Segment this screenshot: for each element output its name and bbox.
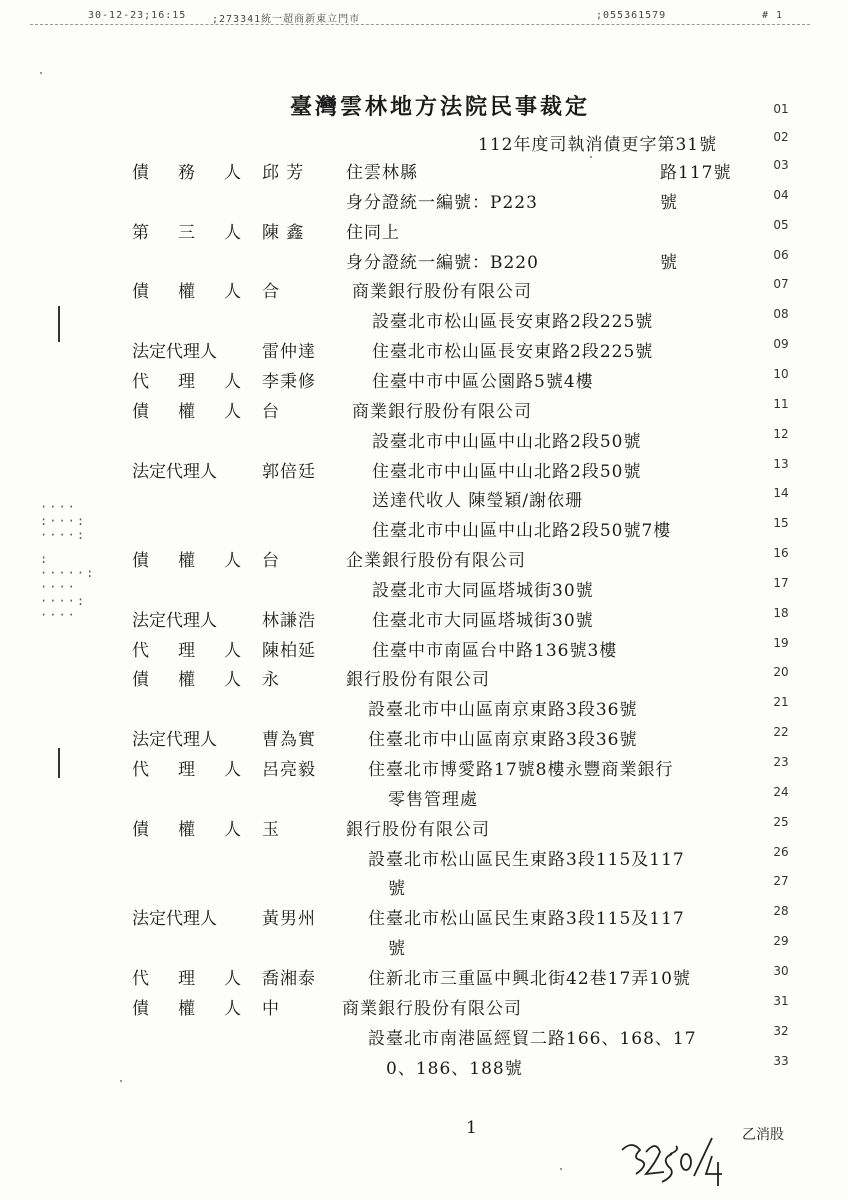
line-number: 24 bbox=[773, 784, 789, 799]
role-char: 理 bbox=[178, 371, 196, 392]
line-27 bbox=[0, 874, 848, 904]
line-14 bbox=[0, 486, 848, 516]
role-char: 債 bbox=[132, 819, 150, 840]
role-char: 人 bbox=[224, 401, 242, 422]
line-number: 17 bbox=[773, 575, 789, 590]
line-26 bbox=[0, 845, 848, 875]
line-03 bbox=[0, 158, 848, 188]
party-name: 永 bbox=[262, 670, 280, 691]
line-text: 號 bbox=[388, 879, 406, 900]
party-name: 陳柏延 bbox=[262, 640, 316, 661]
party-name: 雷仲達 bbox=[262, 342, 316, 363]
line-text: 銀行股份有限公司 bbox=[346, 819, 490, 840]
line-text-suffix: 號 bbox=[660, 252, 678, 273]
line-10 bbox=[0, 367, 848, 397]
line-text: 銀行股份有限公司 bbox=[346, 670, 490, 691]
line-number: 31 bbox=[773, 993, 789, 1008]
role-char: 理 bbox=[178, 968, 196, 989]
line-text: 設臺北市松山區民生東路3段115及117 bbox=[368, 849, 685, 870]
role-char: 權 bbox=[178, 670, 196, 691]
role-char: 人 bbox=[224, 760, 242, 780]
role-char: 理 bbox=[178, 640, 196, 661]
role-text: 法定代理人 bbox=[132, 909, 217, 930]
line-text: 送達代收人 陳瑩穎/謝依珊 bbox=[372, 491, 584, 512]
role-char: 債 bbox=[132, 670, 150, 691]
scan-dots: ···· :···: ····: bbox=[40, 500, 87, 542]
line-number: 22 bbox=[773, 725, 789, 740]
party-name: 喬湘泰 bbox=[262, 968, 316, 989]
line-04 bbox=[0, 188, 848, 218]
line-number: 28 bbox=[773, 904, 789, 919]
role-char: 債 bbox=[132, 998, 150, 1019]
party-name: 黃男州 bbox=[262, 909, 316, 930]
party-name: 中 bbox=[262, 998, 280, 1019]
line-number: 11 bbox=[773, 396, 789, 411]
fax-sender: ;273341統一超商新東立門市 bbox=[212, 14, 361, 25]
party-name: 台 bbox=[262, 401, 280, 422]
role-char: 人 bbox=[224, 998, 242, 1019]
line-text: 零售管理處 bbox=[388, 789, 478, 810]
role-char: 務 bbox=[178, 163, 196, 183]
line-number: 30 bbox=[773, 963, 789, 978]
line-text: 住臺北市中山區南京東路3段36號 bbox=[368, 730, 638, 751]
party-name: 林謙浩 bbox=[262, 610, 316, 631]
line-30 bbox=[0, 964, 848, 994]
role-text: 法定代理人 bbox=[132, 342, 217, 363]
line-text: 住臺北市松山區長安東路2段225號 bbox=[372, 342, 654, 363]
role-char: 債 bbox=[132, 401, 150, 422]
line-text: 住臺中市南區台中路136號3樓 bbox=[372, 640, 618, 661]
line-text: 住臺北市中山區中山北路2段50號7樓 bbox=[372, 521, 672, 542]
role-char: 人 bbox=[224, 551, 242, 572]
role-char: 權 bbox=[178, 282, 196, 303]
line-13 bbox=[0, 457, 848, 487]
fax-number: ;055361579 bbox=[596, 10, 667, 21]
line-20 bbox=[0, 665, 848, 695]
role-char: 債 bbox=[132, 163, 150, 183]
line-text: 住臺中市中區公園路5號4樓 bbox=[372, 371, 594, 392]
line-text: 設臺北市松山區長安東路2段225號 bbox=[372, 312, 654, 333]
role-char: 人 bbox=[224, 163, 242, 183]
line-number: 26 bbox=[773, 844, 789, 859]
line-number: 01 bbox=[773, 102, 789, 116]
party-name: 邱 芳 bbox=[262, 163, 305, 183]
line-number: 03 bbox=[773, 158, 789, 172]
line-01 bbox=[0, 102, 848, 132]
handwritten-note bbox=[616, 1128, 736, 1192]
line-text: 住雲林縣 bbox=[346, 163, 418, 183]
party-role bbox=[132, 546, 242, 571]
line-text: 設臺北市中山區中山北路2段50號 bbox=[372, 431, 642, 452]
line-number: 12 bbox=[773, 426, 789, 441]
line-16 bbox=[0, 546, 848, 576]
line-number: 16 bbox=[773, 546, 789, 561]
line-text: 住新北市三重區中興北街42巷17弄10號 bbox=[368, 968, 691, 989]
line-29 bbox=[0, 934, 848, 964]
line-number: 10 bbox=[773, 366, 789, 381]
party-role bbox=[132, 277, 242, 302]
speck bbox=[40, 72, 42, 74]
line-number: 06 bbox=[773, 247, 789, 262]
party-role bbox=[132, 636, 242, 661]
party-name: 李秉修 bbox=[262, 371, 316, 392]
party-role bbox=[132, 218, 242, 243]
line-text: 身分證統一編號：B220 bbox=[346, 252, 539, 273]
party-role bbox=[132, 755, 242, 780]
line-24 bbox=[0, 785, 848, 815]
party-role bbox=[132, 904, 217, 929]
line-22 bbox=[0, 725, 848, 755]
line-text: 商業銀行股份有限公司 bbox=[342, 998, 522, 1019]
speck bbox=[560, 1168, 562, 1170]
line-05 bbox=[0, 218, 848, 248]
document-title: 臺灣雲林地方法院民事裁定 bbox=[289, 94, 590, 120]
handwritten-signature bbox=[616, 1128, 736, 1188]
line-07 bbox=[0, 277, 848, 307]
line-06 bbox=[0, 248, 848, 278]
party-role bbox=[132, 665, 242, 690]
line-number: 21 bbox=[773, 695, 789, 710]
line-17 bbox=[0, 576, 848, 606]
party-name: 台 bbox=[262, 551, 280, 572]
line-31 bbox=[0, 994, 848, 1024]
line-text: 住同上 bbox=[346, 222, 400, 243]
role-char: 人 bbox=[224, 282, 242, 303]
role-text: 法定代理人 bbox=[132, 730, 217, 751]
line-number: 20 bbox=[773, 665, 789, 680]
party-name: 曹為實 bbox=[262, 730, 316, 751]
line-text: 商業銀行股份有限公司 bbox=[352, 401, 532, 422]
line-19 bbox=[0, 636, 848, 666]
line-28 bbox=[0, 904, 848, 934]
line-text: 設臺北市大同區塔城街30號 bbox=[372, 580, 594, 601]
line-33 bbox=[0, 1054, 848, 1084]
line-11 bbox=[0, 397, 848, 427]
speck bbox=[120, 1080, 122, 1082]
page-number: 1 bbox=[466, 1118, 477, 1138]
line-text: 身分證統一編號：P223 bbox=[346, 192, 538, 213]
line-number: 09 bbox=[773, 337, 789, 352]
line-text: 企業銀行股份有限公司 bbox=[346, 551, 526, 572]
role-char: 第 bbox=[132, 222, 150, 243]
line-text: 設臺北市南港區經貿二路166、168、17 bbox=[368, 1028, 697, 1049]
line-18 bbox=[0, 606, 848, 636]
line-text: 號 bbox=[388, 939, 406, 960]
line-number: 08 bbox=[773, 307, 789, 322]
line-23 bbox=[0, 755, 848, 785]
case-number: 112年度司執消債更字第31號 bbox=[478, 135, 718, 155]
role-text: 法定代理人 bbox=[132, 461, 217, 482]
role-text: 法定代理人 bbox=[132, 610, 217, 631]
party-role bbox=[132, 397, 242, 422]
line-32 bbox=[0, 1024, 848, 1054]
scan-mark bbox=[58, 306, 60, 342]
line-number: 04 bbox=[773, 187, 789, 202]
role-char: 三 bbox=[178, 222, 196, 243]
party-role bbox=[132, 606, 217, 631]
party-name: 陳 鑫 bbox=[262, 222, 305, 243]
line-number: 05 bbox=[773, 217, 789, 232]
role-char: 人 bbox=[224, 222, 242, 243]
party-role bbox=[132, 994, 242, 1019]
scan-dots: : ·····: ···· ····: ···· bbox=[40, 552, 96, 622]
line-number: 15 bbox=[773, 516, 789, 531]
role-char: 債 bbox=[132, 551, 150, 572]
line-number: 27 bbox=[773, 874, 789, 889]
line-15 bbox=[0, 516, 848, 546]
party-name: 呂亮毅 bbox=[262, 760, 316, 780]
line-text: 商業銀行股份有限公司 bbox=[352, 282, 532, 303]
line-number: 32 bbox=[773, 1023, 789, 1038]
role-char: 代 bbox=[132, 760, 150, 780]
line-02 bbox=[0, 130, 848, 160]
line-number: 23 bbox=[773, 755, 789, 769]
role-char: 權 bbox=[178, 551, 196, 572]
party-role bbox=[132, 367, 242, 392]
party-role bbox=[132, 964, 242, 989]
line-25 bbox=[0, 815, 848, 845]
line-text: 住臺北市中山區中山北路2段50號 bbox=[372, 461, 642, 482]
scan-mark bbox=[58, 748, 60, 778]
line-text: 0、186、188號 bbox=[386, 1058, 523, 1079]
party-name: 玉 bbox=[262, 819, 280, 840]
line-text-suffix: 號 bbox=[660, 192, 678, 213]
fax-divider bbox=[30, 24, 810, 25]
role-char: 代 bbox=[132, 640, 150, 661]
fax-datetime: 30-12-23;16:15 bbox=[88, 10, 187, 21]
party-role bbox=[132, 337, 217, 362]
role-char: 債 bbox=[132, 282, 150, 303]
role-char: 權 bbox=[178, 819, 196, 840]
line-number: 07 bbox=[773, 277, 789, 292]
party-role bbox=[132, 725, 217, 750]
role-char: 權 bbox=[178, 998, 196, 1019]
role-char: 人 bbox=[224, 968, 242, 989]
line-21 bbox=[0, 695, 848, 725]
line-12 bbox=[0, 427, 848, 457]
role-char: 理 bbox=[178, 760, 196, 780]
party-name: 合 bbox=[262, 282, 280, 303]
role-char: 代 bbox=[132, 371, 150, 392]
role-char: 人 bbox=[224, 670, 242, 691]
line-text: 設臺北市中山區南京東路3段36號 bbox=[368, 700, 638, 721]
line-number: 02 bbox=[773, 130, 789, 144]
role-char: 人 bbox=[224, 371, 242, 392]
line-number: 25 bbox=[773, 814, 789, 829]
line-number: 19 bbox=[773, 635, 789, 650]
line-text: 住臺北市松山區民生東路3段115及117 bbox=[368, 909, 685, 930]
line-number: 13 bbox=[773, 456, 789, 471]
role-char: 代 bbox=[132, 968, 150, 989]
fax-page: # 1 bbox=[762, 10, 784, 21]
role-char: 權 bbox=[178, 401, 196, 422]
speck bbox=[590, 156, 592, 158]
line-number: 29 bbox=[773, 934, 789, 949]
line-09 bbox=[0, 337, 848, 367]
role-char: 人 bbox=[224, 819, 242, 840]
line-number: 14 bbox=[773, 486, 789, 501]
line-number: 18 bbox=[773, 605, 789, 620]
line-text-suffix: 路117號 bbox=[660, 163, 732, 183]
line-08 bbox=[0, 307, 848, 337]
party-role bbox=[132, 457, 217, 482]
line-text: 住臺北市大同區塔城街30號 bbox=[372, 610, 594, 631]
role-char: 人 bbox=[224, 640, 242, 661]
line-text: 住臺北市博愛路17號8樓永豐商業銀行 bbox=[368, 760, 674, 780]
party-name: 郭倍廷 bbox=[262, 461, 316, 482]
division-label: 乙消股 bbox=[742, 1127, 784, 1143]
party-role bbox=[132, 815, 242, 840]
line-number: 33 bbox=[773, 1053, 789, 1068]
party-role bbox=[132, 158, 242, 183]
